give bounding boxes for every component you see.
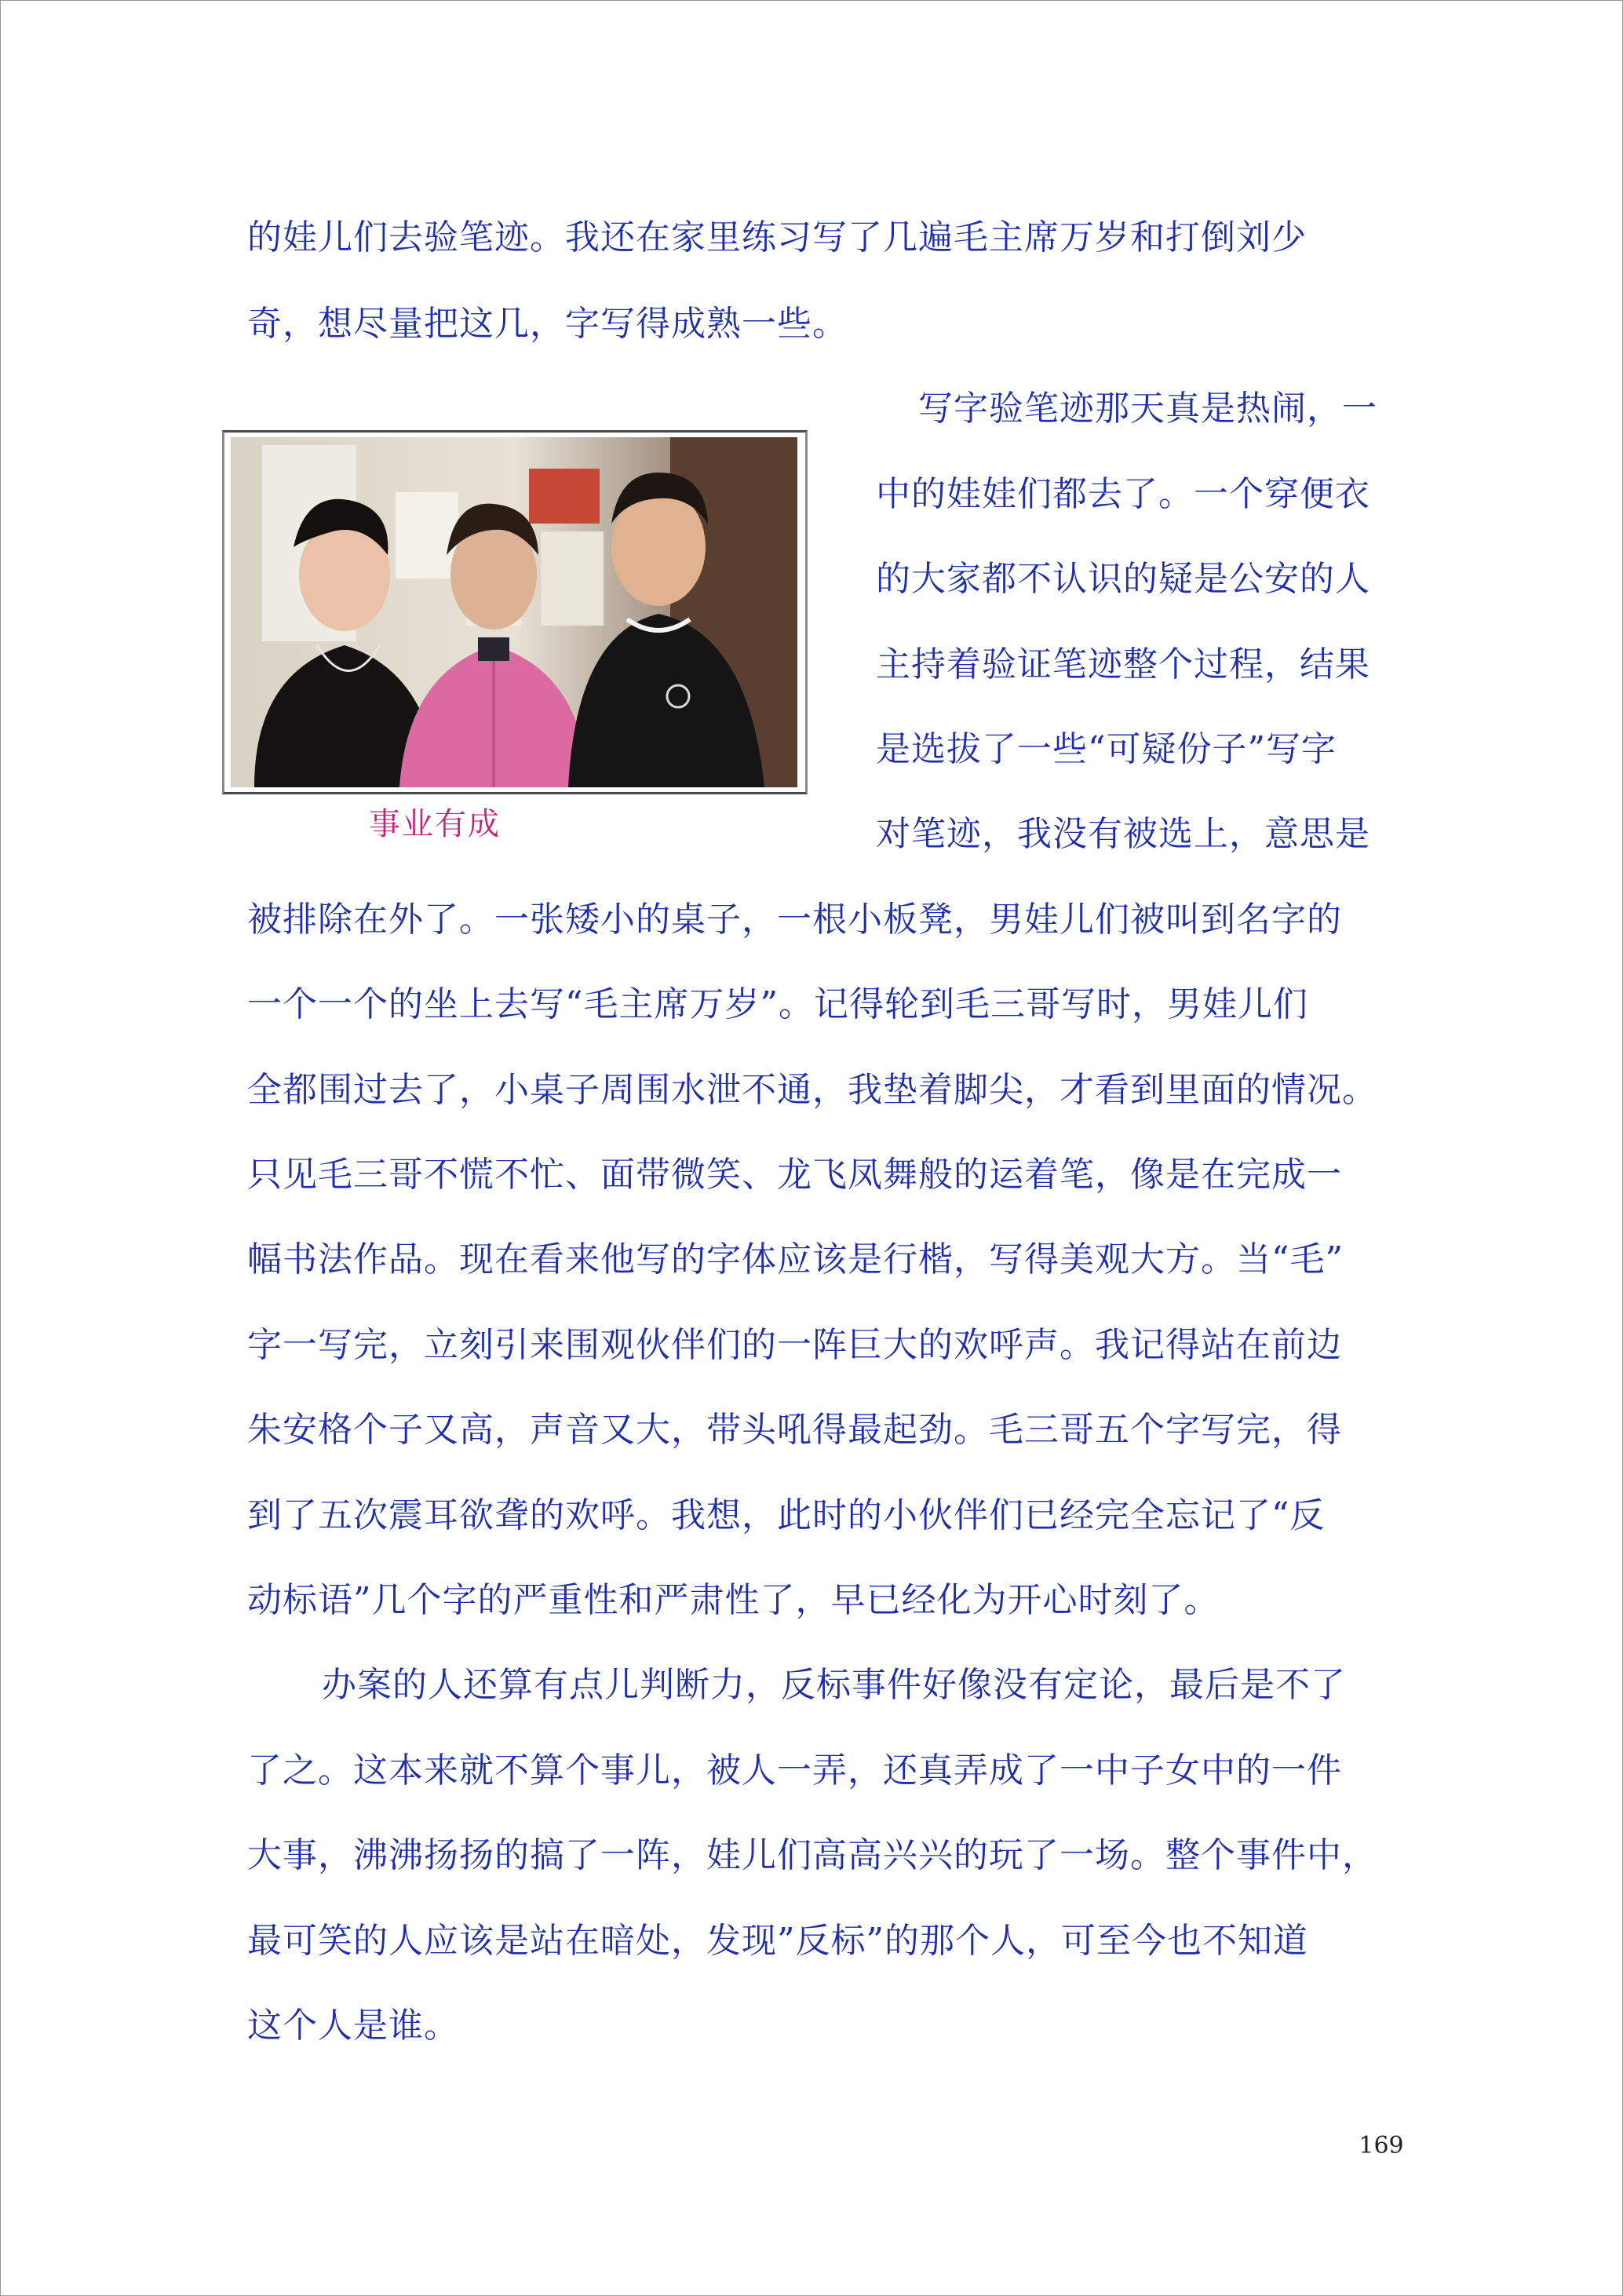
text-line: 朱安格个子又高，声音又大，带头吼得最起劲。毛三哥五个字写完，得 <box>247 1410 1342 1450</box>
text-line: 办案的人还算有点儿判断力，反标事件好像没有定论，最后是不了 <box>322 1665 1346 1705</box>
text-line: 最可笑的人应该是站在暗处，发现”反标”的那个人，可至今也不知道 <box>247 1921 1308 1961</box>
text-line: 主持着验证笔迹整个过程，结果 <box>876 644 1370 684</box>
text-line: 字一写完，立刻引来围观伙伴们的一阵巨大的欢呼声。我记得站在前边 <box>247 1325 1342 1365</box>
text-line: 大事，沸沸扬扬的搞了一阵，娃儿们高高兴兴的玩了一场。整个事件中， <box>247 1835 1377 1875</box>
text-line: 的大家都不认识的疑是公安的人 <box>876 559 1370 599</box>
family-photo <box>231 437 797 787</box>
page-number: 169 <box>1359 2132 1404 2159</box>
text-line: 中的娃娃们都去了。一个穿便衣 <box>876 474 1370 514</box>
photo-caption: 事业有成 <box>369 806 501 842</box>
text-line: 只见毛三哥不慌不忙、面带微笑、龙飞凤舞般的运着笔，像是在完成一 <box>247 1155 1342 1195</box>
text-line: 一个一个的坐上去写“毛主席万岁”。记得轮到毛三哥写时，男娃儿们 <box>247 984 1308 1024</box>
text-line: 到了五次震耳欲聋的欢呼。我想，此时的小伙伴们已经完全忘记了“反 <box>247 1495 1326 1535</box>
text-line: 全都围过去了，小桌子周围水泄不通，我垫着脚尖，才看到里面的情况。 <box>247 1070 1377 1110</box>
text-line: 写字验笔迹那天真是热闹，一 <box>918 389 1377 429</box>
text-line: 奇，想尽量把这几，字写得成熟一些。 <box>247 304 848 344</box>
text-line: 了之。这本来就不算个事儿，被人一弄，还真弄成了一中子女中的一件 <box>247 1750 1342 1790</box>
text-line: 动标语”几个字的严重性和严肃性了，早已经化为开心时刻了。 <box>247 1580 1220 1620</box>
text-line: 这个人是谁。 <box>247 2006 459 2046</box>
text-line: 是选拔了一些“可疑份子”写字 <box>876 729 1337 769</box>
text-line: 对笔迹，我没有被选上，意思是 <box>876 814 1370 854</box>
text-line: 被排除在外了。一张矮小的桌子，一根小板凳，男娃儿们被叫到名字的 <box>247 900 1342 940</box>
text-line: 的娃儿们去验笔迹。我还在家里练习写了几遍毛主席万岁和打倒刘少 <box>247 217 1307 257</box>
photo-frame <box>222 430 808 794</box>
text-line: 幅书法作品。现在看来他写的字体应该是行楷，写得美观大方。当“毛” <box>247 1239 1344 1279</box>
